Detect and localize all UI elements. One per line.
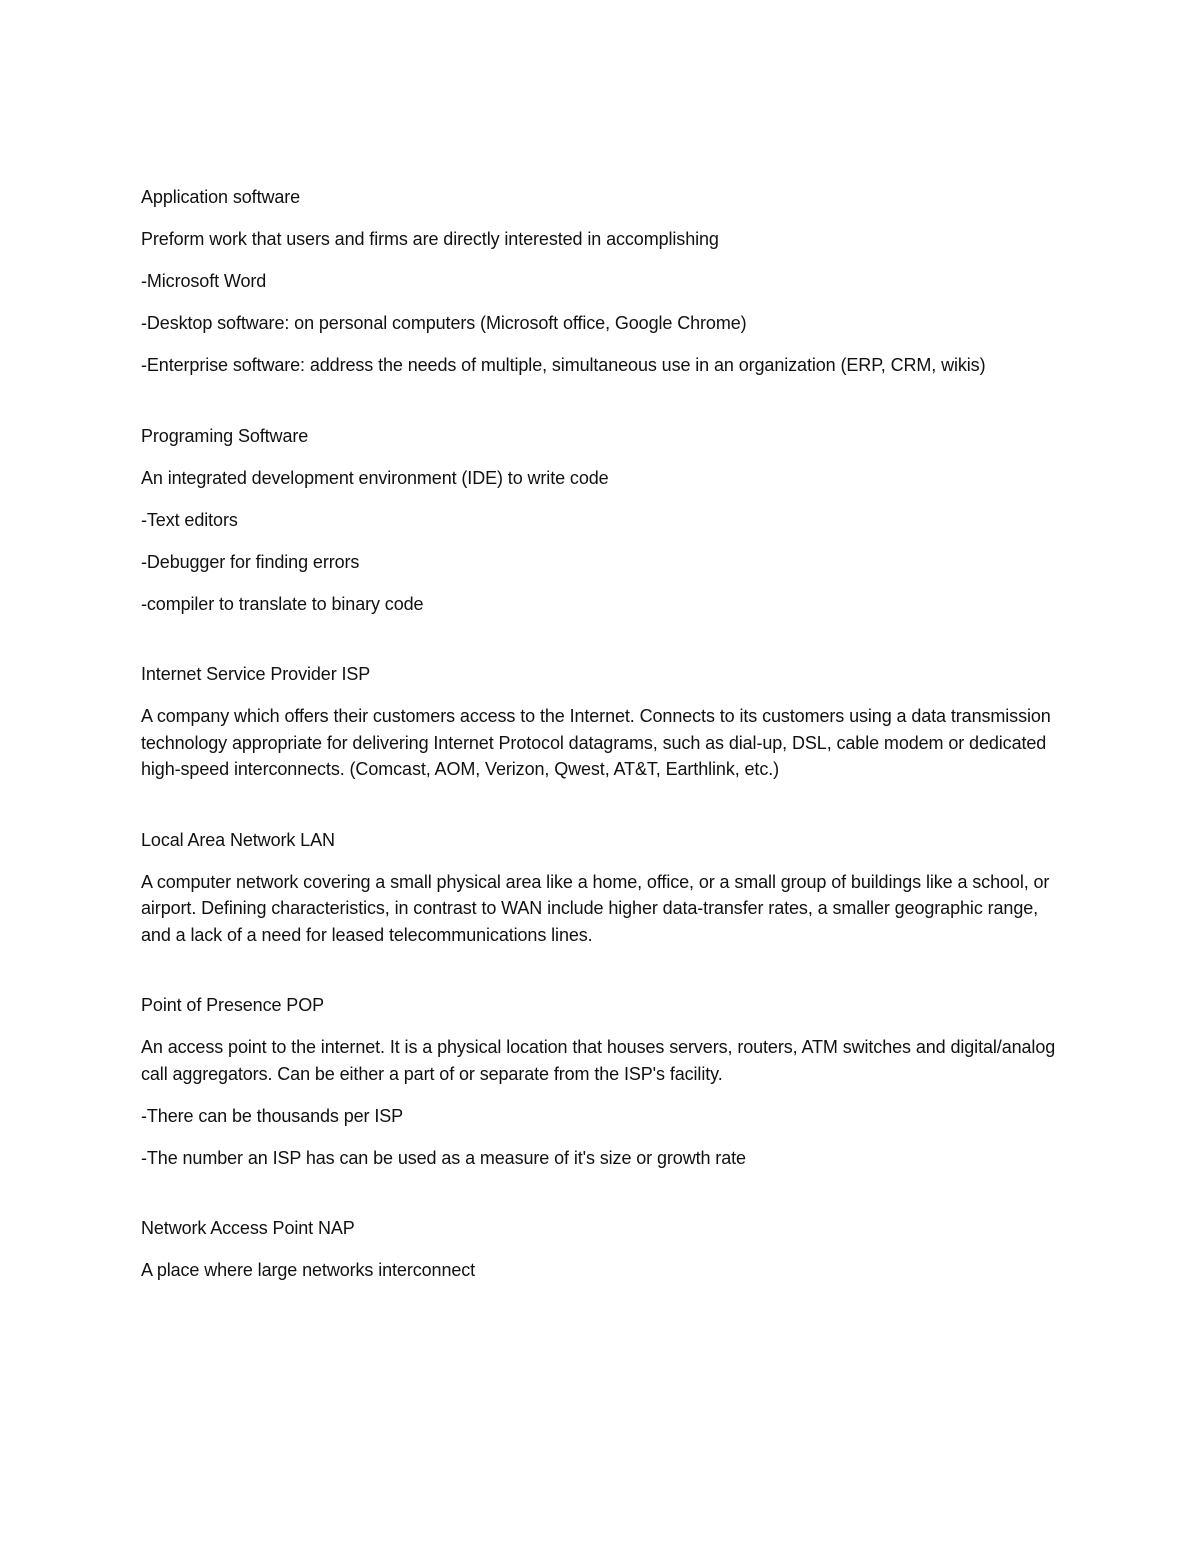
- list-item: -Debugger for finding errors: [141, 551, 360, 572]
- list-item: -The number an ISP has can be used as a measure of it's size or growth rate: [141, 1147, 746, 1168]
- section-heading: Application software: [141, 187, 301, 207]
- section-lan: [141, 827, 1066, 949]
- list-item: -There can be thousands per ISP: [141, 1105, 404, 1126]
- section-programing-software: [141, 423, 1066, 618]
- section-paragraph: A place where large networks interconnect: [141, 1260, 476, 1280]
- section-application-software: [141, 184, 1066, 379]
- section-paragraph: An integrated development environment (IDE) to write code: [141, 467, 609, 488]
- section-pop: [141, 992, 1066, 1171]
- section-nap: [141, 1215, 1066, 1284]
- section-paragraph: A computer network covering a small physical area like a home, office, or a small group of buildings like a school, or airport. Defining characteristics, in contrast to WAN include higher data-transfer rates, a smaller geographic range, and a lack of a need for leased telecommunications lines.: [141, 871, 1050, 945]
- section-heading: Internet Service Provider ISP: [141, 664, 371, 684]
- section-heading: Programing Software: [141, 425, 309, 446]
- list-item: -compiler to translate to binary code: [141, 593, 424, 614]
- section-heading: Local Area Network LAN: [141, 829, 335, 850]
- section-heading: Point of Presence POP: [141, 995, 324, 1015]
- section-isp: [141, 661, 1066, 783]
- list-item: -Microsoft Word: [141, 271, 267, 291]
- section-paragraph: An access point to the internet. It is a physical location that houses servers, routers, ATM switches and digital/analog call aggregators. Can be either a part of or separate from the ISP's facility.: [141, 1037, 1056, 1084]
- section-paragraph: Preform work that users and firms are directly interested in accomplishing: [141, 229, 719, 249]
- document-body: [141, 184, 1066, 1284]
- list-item: -Text editors: [141, 509, 238, 530]
- section-paragraph: A company which offers their customers access to the Internet. Connects to its customers using a data transmission technology appropriate for delivering Internet Protocol datagrams, such as dial-up, DSL, cable modem or dedicated high-speed interconnects. (Comcast, AOM, Verizon, Qwest, AT&T, Earthlink, etc.): [141, 706, 1051, 779]
- section-heading: Network Access Point NAP: [141, 1218, 355, 1238]
- list-item: -Enterprise software: address the needs of multiple, simultaneous use in an organization (ERP, CRM, wikis): [141, 355, 986, 375]
- list-item: -Desktop software: on personal computers (Microsoft office, Google Chrome): [141, 313, 747, 333]
